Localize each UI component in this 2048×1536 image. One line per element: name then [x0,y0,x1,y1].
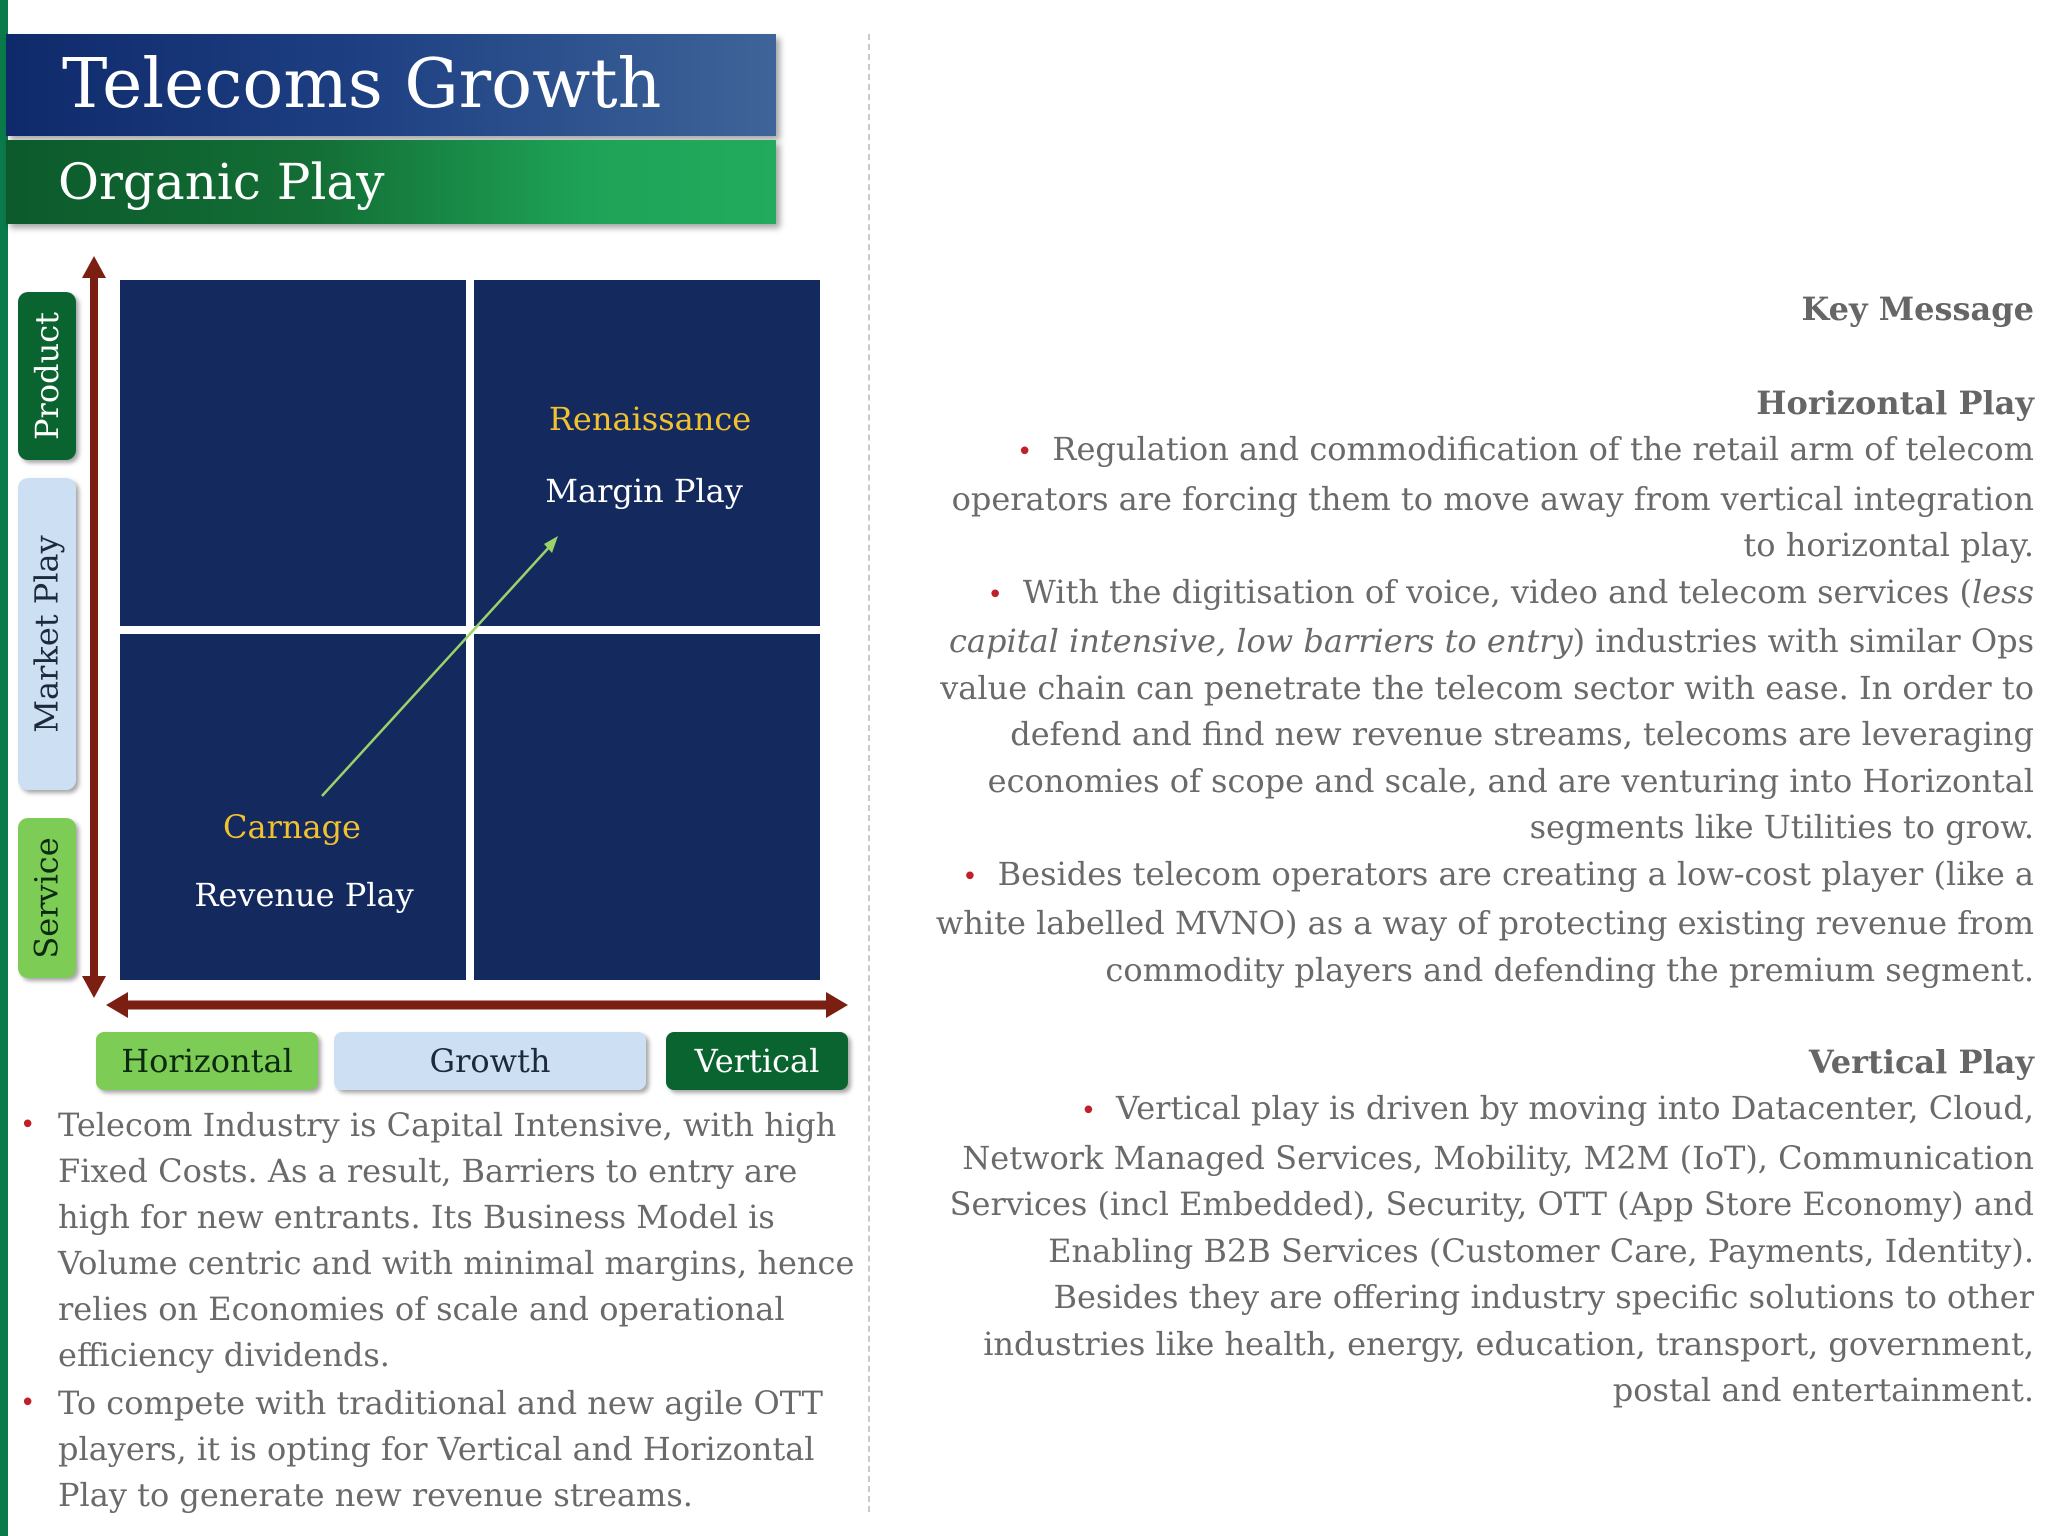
bullet-icon: • [1080,1096,1097,1126]
key-message-panel [930,286,2034,1414]
x-label-growth: Growth [334,1032,646,1090]
x-label-vertical: Vertical [666,1032,848,1090]
page-title: Telecoms Growth [62,45,662,124]
vertical-axis-arrow [80,256,108,998]
horizontal-bullet-1: • Regulation and commodification of the retail arm of telecom operators are forcing them to move away from vertical integration to horizontal play. [951,430,2034,564]
y-label-product: Product [18,292,76,460]
horizontal-axis-arrow [106,990,848,1020]
horizontal-bullet-2: • With the digitisation of voice, video and telecom services (less capital intensive, low barriers to entry) industries with similar Ops value chain can penetrate the telecom sector with ease. In order to defend and find new revenue streams, telecoms are leveraging economies of scope and scale, and are venturing into Horizontal segments like Utilities to grow. [940,572,2034,846]
growth-matrix [116,278,828,986]
bullet-icon: • [20,1388,36,1418]
bullet-icon: • [1017,437,1033,467]
vertical-play-heading: Vertical Play [1808,1043,2034,1081]
bullet-icon: • [962,861,978,892]
list-item: • To compete with traditional and new agile OTT players, it is opting for Vertical and Horizontal Play to generate new revenue streams. [20,1380,856,1518]
key-message-heading: Key Message [1801,290,2034,328]
horizontal-play-heading: Horizontal Play [1756,384,2034,422]
y-label-service: Service [18,818,76,978]
page-subtitle: Organic Play [58,153,385,211]
y-label-market-play: Market Play [18,478,76,790]
bullet-icon: • [987,579,1003,610]
revenue-play-label: Revenue Play [194,876,414,914]
title-banner [6,34,776,136]
list-item: • Telecom Industry is Capital Intensive, with high Fixed Costs. As a result, Barriers to entry are high for new entrants. Its Business Model is Volume centric and with minimal margins, hence relies on Economies of scale and operational efficiency dividends. [20,1102,856,1378]
bullet-icon: • [20,1110,36,1140]
column-divider [868,34,870,1512]
vertical-bullet-1: • Vertical play is driven by moving into Datacenter, Cloud, Network Managed Services, Mobility, M2M (IoT), Communication Services (incl Embedded), Security, OTT (App Store Economy) and Enabling B2B Services (Customer Care, Payments, Identity). Besides they are offering industry specific solutions to other industries like health, energy, education, transport, government, postal and entertainment. [949,1089,2034,1409]
horizontal-bullet-3: • Besides telecom operators are creating a low-cost player (like a white labelled MVNO) as a way of protecting existing revenue from commodity players and defending the premium segment. [935,854,2034,989]
x-label-horizontal: Horizontal [96,1032,318,1090]
left-accent-bar [0,0,8,1536]
left-bullet-list [20,1102,856,1520]
carnage-label: Carnage [223,808,361,846]
renaissance-label: Renaissance [548,400,752,438]
margin-play-label: Margin Play [545,472,743,510]
subtitle-banner [6,140,776,224]
